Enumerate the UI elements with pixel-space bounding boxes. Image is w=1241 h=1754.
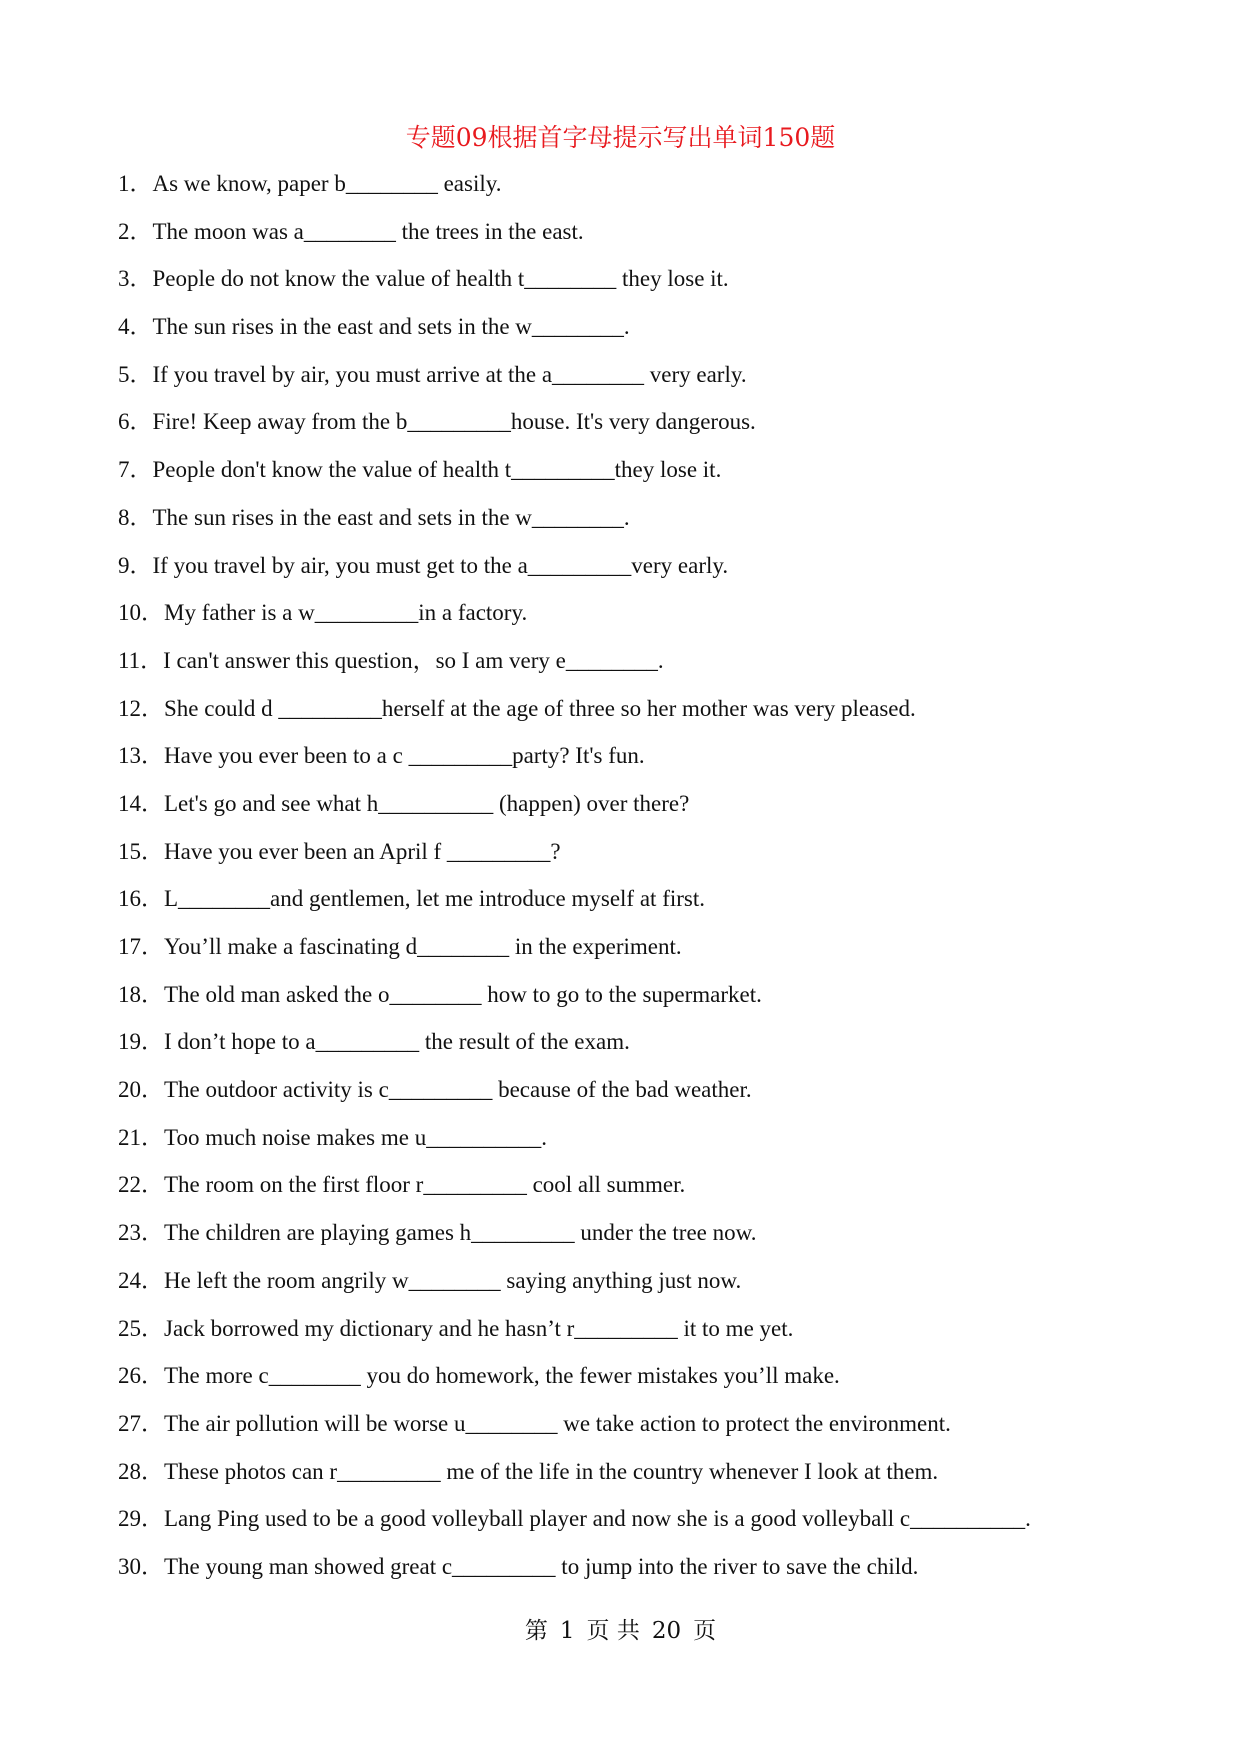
- question-item: 15．Have you ever been an April f _________?: [118, 838, 561, 864]
- question-item: 7．People don't know the value of health t_________they lose it.: [118, 457, 722, 483]
- question-item: 27．The air pollution will be worse u________ we take action to protect the environment.: [118, 1410, 951, 1436]
- document-title: 专题09根据首字母提示写出单词150题: [405, 123, 836, 152]
- footer-total-pages: 20: [651, 1618, 682, 1644]
- question-item: 24．He left the room angrily w________ saying anything just now.: [118, 1267, 742, 1293]
- question-item: 11．I can't answer this question，so I am very e________.: [118, 647, 664, 673]
- question-item: 16．L________and gentlemen, let me introduce myself at first.: [118, 886, 705, 912]
- page-footer: [0, 1612, 1241, 1645]
- question-item: 18．The old man asked the o________ how to go to the supermarket.: [118, 981, 762, 1007]
- question-item: 30．The young man showed great c_________ to jump into the river to save the child.: [118, 1553, 919, 1579]
- question-item: 23．The children are playing games h_________ under the tree now.: [118, 1220, 757, 1246]
- footer-middle: 页 共: [586, 1618, 640, 1644]
- question-item: 4．The sun rises in the east and sets in the w________.: [118, 314, 630, 340]
- question-item: 6．Fire! Keep away from the b_________house. It's very dangerous.: [118, 409, 756, 435]
- question-item: 25．Jack borrowed my dictionary and he hasn’t r_________ it to me yet.: [118, 1315, 794, 1341]
- question-list: [118, 165, 1198, 1596]
- question-item: 14．Let's go and see what h__________ (happen) over there?: [118, 790, 690, 816]
- question-item: 8．The sun rises in the east and sets in the w________.: [118, 504, 630, 530]
- question-item: 21．Too much noise makes me u__________.: [118, 1124, 547, 1150]
- question-item: 9．If you travel by air, you must get to the a_________very early.: [118, 552, 729, 578]
- question-item: 13．Have you ever been to a c _________party? It's fun.: [118, 743, 645, 769]
- footer-prefix: 第: [524, 1618, 548, 1644]
- question-item: 2．The moon was a________ the trees in the east.: [118, 218, 584, 244]
- question-item: 10．My father is a w_________in a factory.: [118, 600, 528, 626]
- question-item: 17．You’ll make a fascinating d________ in the experiment.: [118, 934, 682, 959]
- question-item: 22．The room on the first floor r_________ cool all summer.: [118, 1172, 686, 1198]
- question-item: 12．She could d _________herself at the age of three so her mother was very pleased.: [118, 695, 916, 721]
- question-item: 20．The outdoor activity is c_________ because of the bad weather.: [118, 1077, 752, 1103]
- question-item: 5．If you travel by air, you must arrive at the a________ very early.: [118, 361, 747, 387]
- question-item: 3．People do not know the value of health t________ they lose it.: [118, 266, 729, 292]
- question-item: 29．Lang Ping used to be a good volleyball player and now she is a good volleyball c__________.: [118, 1506, 1031, 1532]
- question-item: 19．I don’t hope to a_________ the result of the exam.: [118, 1029, 630, 1055]
- question-item: 26．The more c________ you do homework, the fewer mistakes you’ll make.: [118, 1363, 840, 1389]
- footer-page-number: 1: [559, 1618, 575, 1644]
- footer-suffix: 页: [693, 1618, 717, 1644]
- question-item: 1．As we know, paper b________ easily.: [118, 171, 502, 196]
- question-item: 28．These photos can r_________ me of the life in the country whenever I look at them.: [118, 1458, 939, 1484]
